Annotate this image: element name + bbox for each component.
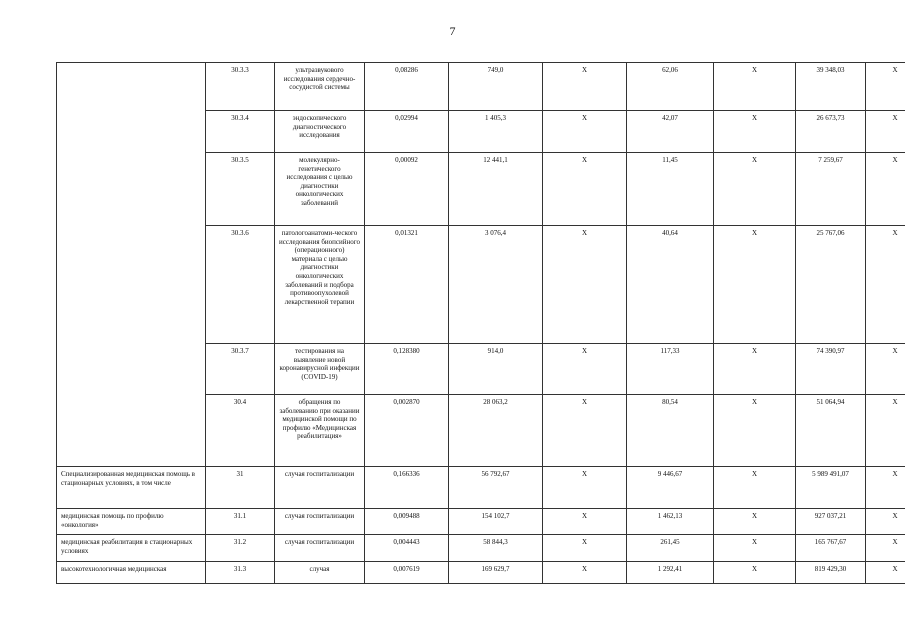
- norm-cell: 0,009488: [365, 509, 449, 535]
- name-cell: медицинская помощь по профилю «онкология»: [57, 509, 206, 535]
- x-cell: X: [866, 467, 905, 509]
- cost-cell: 154 102,7: [449, 509, 543, 535]
- norm-cell: 0,01321: [365, 226, 449, 344]
- unit-cell: ультразвукового исследования сердечно-сосудистой системы: [275, 63, 365, 111]
- x-cell: X: [866, 226, 905, 344]
- x-cell: X: [714, 226, 796, 344]
- total-cell: 819 429,30: [796, 562, 866, 584]
- name-cell: Специализированная медицинская помощь в стационарных условиях, в том числе: [57, 467, 206, 509]
- x-cell: X: [714, 395, 796, 467]
- value-cell: 11,45: [627, 153, 714, 226]
- code-cell: 30.3.3: [206, 63, 275, 111]
- x-cell: X: [543, 153, 627, 226]
- cost-cell: 12 441,1: [449, 153, 543, 226]
- x-cell: X: [866, 344, 905, 395]
- x-cell: X: [714, 467, 796, 509]
- x-cell: X: [714, 111, 796, 153]
- x-cell: X: [714, 562, 796, 584]
- x-cell: X: [866, 153, 905, 226]
- cost-cell: 3 076,4: [449, 226, 543, 344]
- total-cell: 927 037,21: [796, 509, 866, 535]
- x-cell: X: [543, 111, 627, 153]
- cost-cell: 914,0: [449, 344, 543, 395]
- x-cell: X: [543, 226, 627, 344]
- total-cell: 7 259,67: [796, 153, 866, 226]
- unit-cell: молекулярно-генетического исследования с целью диагностики онкологических заболеваний: [275, 153, 365, 226]
- code-cell: 31.3: [206, 562, 275, 584]
- x-cell: X: [866, 63, 905, 111]
- value-cell: 9 446,67: [627, 467, 714, 509]
- table-row: [57, 509, 905, 535]
- table-row: [57, 562, 905, 584]
- cost-cell: 58 844,3: [449, 535, 543, 562]
- value-cell: 1 462,13: [627, 509, 714, 535]
- code-cell: 31: [206, 467, 275, 509]
- x-cell: X: [543, 562, 627, 584]
- x-cell: X: [866, 535, 905, 562]
- norm-cell: 0,128380: [365, 344, 449, 395]
- name-cell: высокотехнологичная медицинская: [57, 562, 206, 584]
- code-cell: 30.3.5: [206, 153, 275, 226]
- norm-cell: 0,02994: [365, 111, 449, 153]
- total-cell: 25 767,06: [796, 226, 866, 344]
- norm-cell: 0,166336: [365, 467, 449, 509]
- x-cell: X: [543, 467, 627, 509]
- value-cell: 62,06: [627, 63, 714, 111]
- data-table: [56, 62, 905, 584]
- unit-cell: случая госпитализации: [275, 467, 365, 509]
- page-number: 7: [449, 24, 456, 38]
- x-cell: X: [866, 395, 905, 467]
- total-cell: 165 767,67: [796, 535, 866, 562]
- total-cell: 26 673,73: [796, 111, 866, 153]
- cost-cell: 749,0: [449, 63, 543, 111]
- x-cell: X: [714, 344, 796, 395]
- x-cell: X: [543, 509, 627, 535]
- total-cell: 39 348,03: [796, 63, 866, 111]
- name-cell: медицинская реабилитация в стационарных условиях: [57, 535, 206, 562]
- value-cell: 261,45: [627, 535, 714, 562]
- code-cell: 31.2: [206, 535, 275, 562]
- x-cell: X: [543, 63, 627, 111]
- total-cell: 74 390,97: [796, 344, 866, 395]
- value-cell: 80,54: [627, 395, 714, 467]
- code-cell: 30.3.6: [206, 226, 275, 344]
- table-row: [57, 467, 905, 509]
- norm-cell: 0,00092: [365, 153, 449, 226]
- name-cell: [57, 63, 206, 467]
- cost-cell: 28 063,2: [449, 395, 543, 467]
- unit-cell: тестирования на выявление новой коронавирусной инфекции (COVID-19): [275, 344, 365, 395]
- x-cell: X: [714, 509, 796, 535]
- norm-cell: 0,007619: [365, 562, 449, 584]
- norm-cell: 0,002870: [365, 395, 449, 467]
- x-cell: X: [543, 344, 627, 395]
- value-cell: 1 292,41: [627, 562, 714, 584]
- value-cell: 42,07: [627, 111, 714, 153]
- total-cell: 5 989 491,07: [796, 467, 866, 509]
- cost-cell: 169 629,7: [449, 562, 543, 584]
- unit-cell: случая: [275, 562, 365, 584]
- total-cell: 51 064,94: [796, 395, 866, 467]
- cost-cell: 1 405,3: [449, 111, 543, 153]
- x-cell: X: [714, 63, 796, 111]
- value-cell: 117,33: [627, 344, 714, 395]
- x-cell: X: [543, 395, 627, 467]
- cost-cell: 56 792,67: [449, 467, 543, 509]
- x-cell: X: [714, 535, 796, 562]
- unit-cell: случая госпитализации: [275, 535, 365, 562]
- norm-cell: 0,08286: [365, 63, 449, 111]
- code-cell: 31.1: [206, 509, 275, 535]
- code-cell: 30.3.4: [206, 111, 275, 153]
- norm-cell: 0,004443: [365, 535, 449, 562]
- x-cell: X: [543, 535, 627, 562]
- code-cell: 30.4: [206, 395, 275, 467]
- unit-cell: случая госпитализации: [275, 509, 365, 535]
- x-cell: X: [866, 562, 905, 584]
- unit-cell: эндоскопического диагностического исследования: [275, 111, 365, 153]
- x-cell: X: [866, 509, 905, 535]
- unit-cell: обращения по заболеванию при оказании медицинской помощи по профилю «Медицинская реабилитация»: [275, 395, 365, 467]
- x-cell: X: [866, 111, 905, 153]
- table-row: [57, 535, 905, 562]
- code-cell: 30.3.7: [206, 344, 275, 395]
- table-row: [57, 63, 905, 111]
- unit-cell: патологоанатоми-ческого исследования биопсийного (операционного) материала с целью диагностики онкологических заболеваний и подбора противоопухолевой лекарственной терапии: [275, 226, 365, 344]
- value-cell: 40,64: [627, 226, 714, 344]
- x-cell: X: [714, 153, 796, 226]
